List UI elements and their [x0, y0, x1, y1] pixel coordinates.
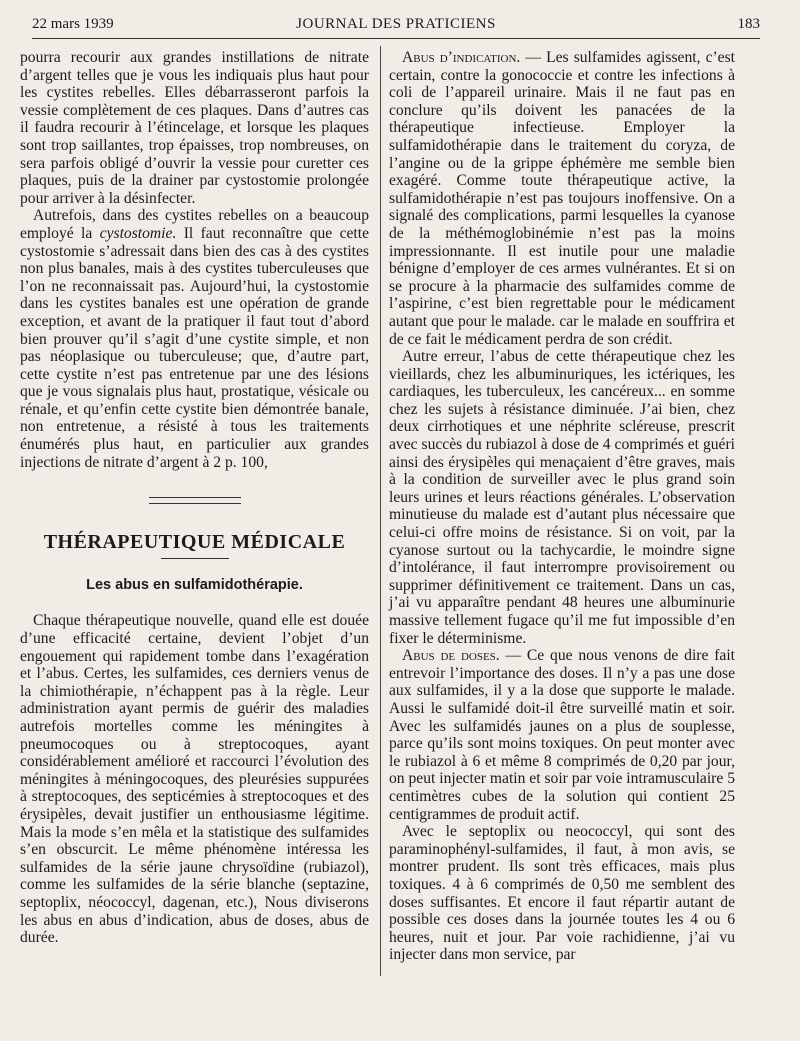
column-divider [380, 46, 381, 976]
section-title: THÉRAPEUTIQUE MÉDICALE [43, 531, 346, 554]
paragraph: Autre erreur, l’abus de cette thérapeutique chez les vieillards, chez les albuminuriques, les ictériques, les cardiaques, les tuberculeux, les cancéreux... en somme chez les sujets à résistance diminuée. J’ai bien, chez deux cirrhotiques et une néphrite scléreuse, prescrit avec succès du rubiazol à dose de 4 comprimés et guéri ainsi des érysipèles qui menaçaient d’être graves, mais à la condition de surveiller avec le plus grand soin leurs urines et leurs réactions générales. L’observation minutieuse du malade est d’autant plus nécessaire que celui-ci offre moins de résistance. Si on voit, par la cyanose surtout ou la tachycardie, le moindre signe d’intolérance, il faut interrompre provisoirement ou supprimer définitivement ce traitement. Dans un cas, j’ai vu apparaître pendant 48 heures une albuminurie massive tellement fugace qu’il me fut impossible d’en fixer le déterminisme. [389, 348, 735, 647]
text-run: Il faut reconnaître que cette cystostomie s’adressait dans bien des cas à des cystites non plus banales, mais à des cystites tuberculeuses que l’on ne reconnaissait pas. Aujourd’hui, la cystostomie dans les cystites banales est une opération de grande exception, et avant de la pratiquer il faut tout d’abord bien prouver qu’il s’agit d’une cystite simple, et non pas néoplasique ou tuberculeuse; que, d’autre part, cette cystite n’est pas entretenue par une des lésions que je vous signalais plus haut, prostatique, vésicale ou rénale, et qu’enfin cette cystite bien démontrée banale, non entretenue, a résisté à tous les traitements énumérés plus haut, en particulier aux grandes injections de nitrate d’argent à 2 p. 100, [20, 224, 369, 471]
paragraph: Avec le septoplix ou neococcyl, qui sont des paraminophényl-sulfamides, il faut, à mon avis, se montrer prudent. Ils sont très efficaces, mais plus toxiques. 4 à 6 comprimés de 0,50 me semblent des doses suffisantes. Et encore il faut répartir autant de possible ces doses dans la journée toutes les 4 ou 6 heures, nuit et jour. Par voie rachidienne, j’ai vu injecter dans mon service, par [389, 823, 735, 964]
left-column [20, 49, 369, 947]
paragraph: pourra recourir aux grandes instillations de nitrate d’argent telles que je vous les indiquais plus haut pour les cystites rebelles. Elles débarrasseront parfois la vessie complètement de ces plaques. Dans d’autres cas il faudra recourir à l’étincelage, et lorsque les plaques sont trop saillantes, trop épaisses, trop nombreuses, on sera parfois obligé d’ouvrir la vessie pour curetter ces plaques, puis de la drainer par cystostomie prolongée pour arriver à la désinfecter. [20, 49, 369, 207]
paragraph [20, 207, 369, 471]
text-run: Autrefois, dans des cystites rebelles on a beaucoup employé la [20, 207, 369, 242]
title-rule [161, 558, 229, 559]
journal-title: JOURNAL DES PRATICIENS [296, 16, 496, 32]
right-column [389, 49, 735, 964]
article-title: Les abus en sulfamidothérapie. [86, 576, 303, 593]
paragraph-lead: Abus d’indication. [402, 49, 521, 66]
section-ornament [149, 497, 241, 504]
paragraph-lead: Abus de doses. [402, 647, 500, 665]
text-run: — Ce que nous venons de dire fait entrevoir l’importance des doses. Il n’y a pas une dose aux sulfamides, il y a la dose que supporte le malade. Aussi le sulfamidé doit-il être surveillé matin et soir. Avec les sulfamidés jaunes on a plus de souplesse, parce qu’ils sont moins toxiques. On peut monter avec le rubiazol à 6 et même 8 comprimés de 0,20 par jour, on peut injecter matin et soir par voie intramusculaire 5 centimètres cubes de la solution qui contient 25 centigrammes de produit actif. [389, 647, 735, 823]
emphasis: cystostomie. [99, 224, 177, 242]
running-header [32, 14, 760, 39]
issue-date: 22 mars 1939 [32, 16, 114, 32]
page-number: 183 [737, 16, 760, 32]
paragraph: Chaque thérapeutique nouvelle, quand elle est douée d’une efficacité certaine, devient l’objet d’un engouement qui rapidement tombe dans l’exagération et l’abus. Certes, les sulfamides, ces derniers venus de la chimiothérapie, n’échappent pas à la règle. Leur administration ayant permis de guérir des maladies autrefois mortelles comme les méningites à pneumocoques ou à streptocoques, ayant considérablement amélioré et raccourci l’évolution des méningites à méningocoques, des pleurésies suppurées à streptocoques, des septicémies à streptocoques et des érysipèles, devait justifier un enthousiasme légitime. Mais la mode s’en mêla et la statistique des sulfamides s’en obscurcit. Le même phénomène intéressa les sulfamides de la série jaune chrysoïdine (rubiazol), comme les sulfamides de la série blanche (septazine, septoplix, néococcyl, dagenan, etc.), Nous diviserons les abus en abus d’indication, abus de doses, abus de durée. [20, 612, 369, 947]
paragraph [389, 647, 735, 823]
text-run: — Les sulfamides agissent, c’est certain, contre la gonococcie et contre les infections à coli de l’appareil urinaire. Mais il ne faut pas en conclure qu’ils doivent les panacées de la thérapeutique infectieuse. Employer la sulfamidothérapie dans le traitement du coryza, de l’angine ou de la grippe éphémère me semble bien exagéré. Comme toute thérapeutique active, la sulfamidothérapie n’est pas toujours inoffensive. On a signalé des complications, parmi lesquelles la cyanose de la méthémoglobinémie n’est pas la moins impressionnante. Il est inutile pour une maladie bénigne d’employer de ces armes vulnérantes. Et si on se procure à la pharmacie des sulfamides comme de l’aspirine, c’est bien regrettable pour le médicament autant que pour le malade. car le malade en souffrira et de ce fait le médicament perdra de son crédit. [389, 49, 735, 348]
paragraph [389, 49, 735, 348]
